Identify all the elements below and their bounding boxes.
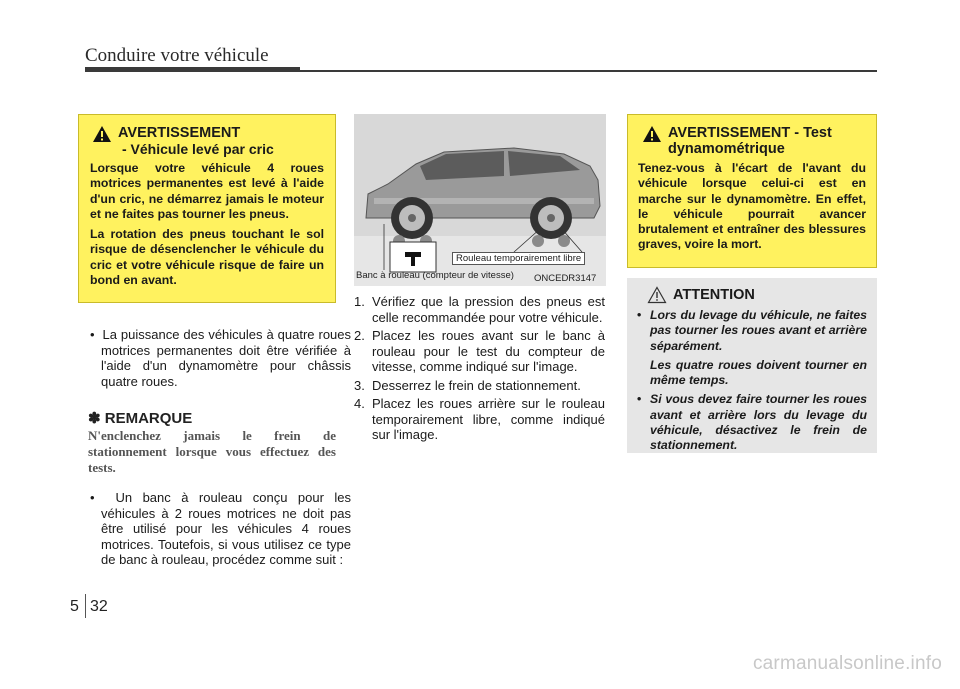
figure-code: ONCEDR3147 [534,273,597,284]
attention-item: • Si vous devez faire tourner les roues avant et arrière lors du levage du véhicule, désactivez le frein de stationnement. [637,392,867,453]
warning-paragraph: La rotation des pneus touchant le sol risque de désenclencher le véhicule du cric et votre véhicule risque de faire un bond en avant. [90,227,324,288]
warning-paragraph: Lorsque votre véhicule 4 roues motrices permanentes est levé à l'aide d'un cric, ne démarrez jamais le moteur et ne faites pas tourner les pneus. [90,161,324,221]
page-number-divider [85,594,86,618]
step-item: 1. Vérifiez que la pression des pneus est celle recommandée pour votre véhicule. [354,294,605,325]
remarque-text: N'enclenchez jamais le frein de stationnement lorsque vous effectuez des tests. [88,428,336,475]
dynamometer-illustration [354,114,606,286]
page-header-title: Conduire votre véhicule [85,45,269,66]
caution-triangle-icon [647,286,667,304]
step-item: 3. Desserrez le frein de stationnement. [354,377,581,393]
warning-subtitle: - Véhicule levé par cric [122,141,274,157]
step-item: 4. Placez les roues arrière sur le rouleau temporairement libre, comme indiqué sur l'image. [354,396,605,442]
attention-title: ATTENTION [673,287,755,303]
warning-box-jack [78,114,336,303]
warning-title: AVERTISSEMENT [118,125,241,141]
watermark: carmanualsonline.info [752,653,942,674]
header-rule-thick [85,67,300,72]
page-number: 32 [90,598,108,615]
attention-item: • Lors du levage du véhicule, ne faites pas tourner les roues avant et arrière séparément. [637,308,867,353]
steps-list [354,294,605,446]
attention-box [627,278,877,453]
attention-list [637,308,867,454]
t-tool-icon [403,251,423,267]
header-rule-thin [300,70,877,72]
warning-paragraph: Tenez-vous à l'écart de l'avant du véhicule lorsque celui-ci est en marche sur le dynamomètre. En effet, le véhicule pourrait avancer brutalement et entraîner des blessures graves, voire la mort. [638,161,866,252]
bullet-item: • La puissance des véhicules à quatre roues motrices permanentes doit être vérifiée à l'aide d'un dynamomètre pour châssis quatre roues. [90,327,352,389]
remarque-heading: ✽ REMARQUE [88,410,193,427]
step-item: 2. Placez les roues avant sur le banc à rouleau pour le test du compteur de vitesse, comme indiqué sur l'image. [354,328,605,374]
figure-label-free-roller: Rouleau temporairement libre [452,252,585,265]
warning-box-dynamometer [627,114,877,268]
figure-label-bench: Banc à rouleau (compteur de vitesse) [356,270,514,281]
warning-title: AVERTISSEMENT - Test dynamométrique [668,125,832,157]
warning-triangle-icon [642,125,662,143]
bullet-item: • Un banc à rouleau conçu pour les véhicules à 2 roues motrices ne doit pas être utilisé pour les véhicules 4 roues motrices. Toutefois, si vous utilisez ce type de banc à rouleau, procédez comme suit : [90,490,351,567]
attention-item-continued: Les quatre roues doivent tourner en même temps. [650,357,867,388]
section-number: 5 [70,598,79,615]
warning-triangle-icon [92,125,112,143]
